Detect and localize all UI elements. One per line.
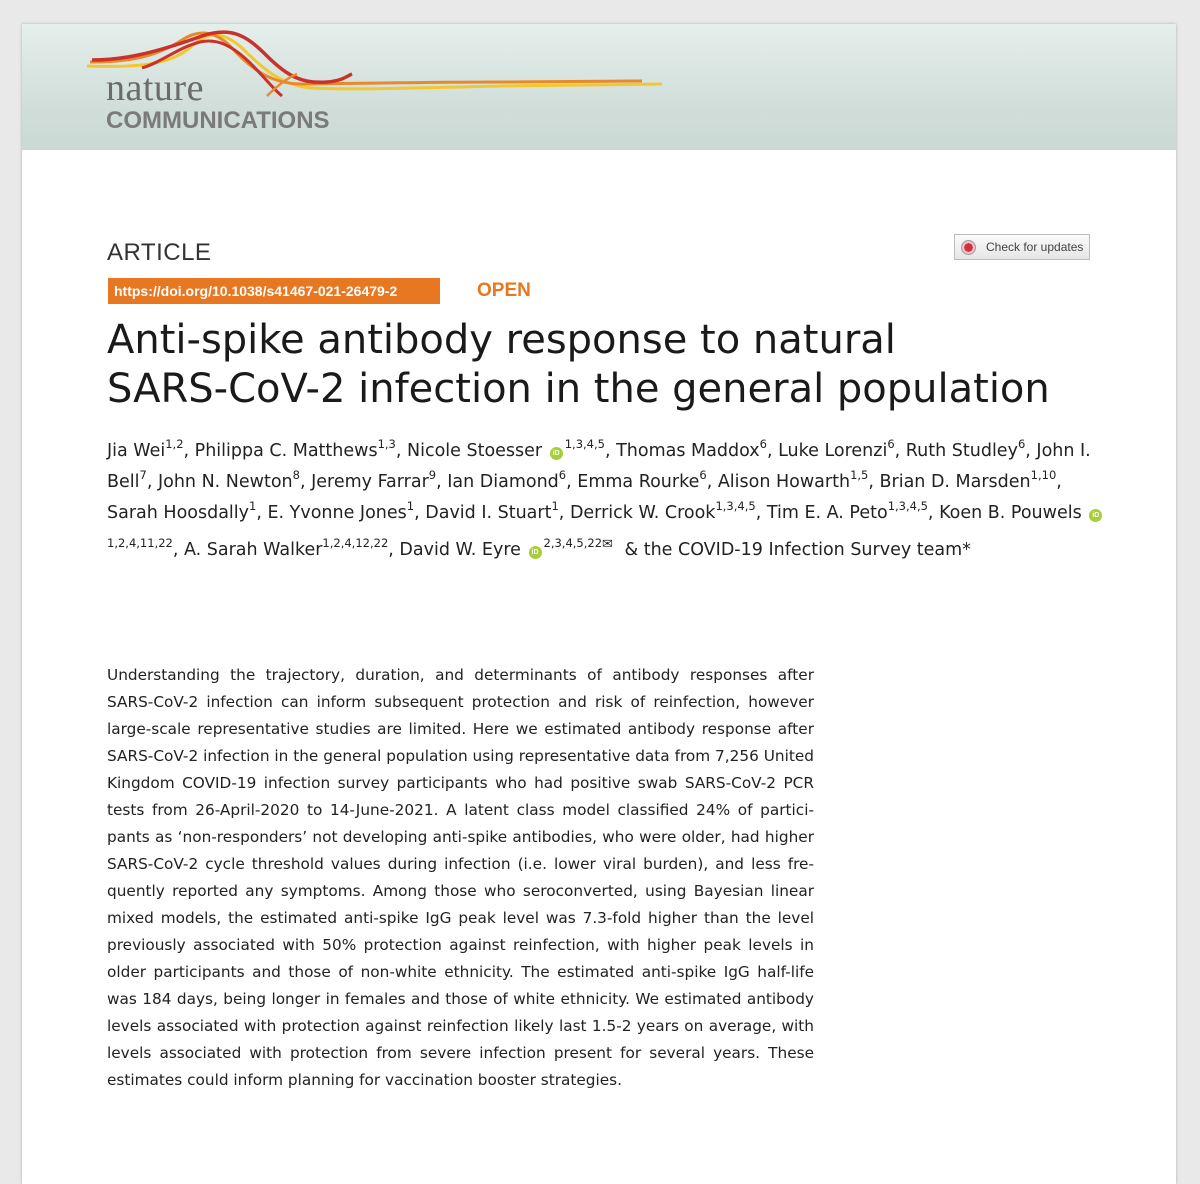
author-affiliation: 1,3,4,5 xyxy=(715,499,756,513)
article-type-label: ARTICLE xyxy=(107,239,212,266)
author-affiliation: 6 xyxy=(699,468,707,482)
author-name[interactable]: David I. Stuart xyxy=(425,503,552,523)
article-title xyxy=(107,316,1107,414)
article-title-line2: SARS-CoV-2 infection in the general population xyxy=(107,366,1050,412)
author-name[interactable]: Derrick W. Crook xyxy=(569,503,716,523)
author-affiliation: 1,2,4,11,22 xyxy=(107,536,173,550)
author-name[interactable]: Brian D. Marsden xyxy=(879,472,1031,492)
author-name[interactable]: Tim E. A. Peto xyxy=(766,503,888,523)
author-name[interactable]: Emma Rourke xyxy=(577,472,700,492)
author-name[interactable]: Sarah Hoosdally xyxy=(107,503,250,523)
author-affiliation: 6 xyxy=(558,468,567,482)
author-team[interactable]: the COVID-19 Infection Survey team* xyxy=(643,540,971,560)
author-affiliation: 1,10 xyxy=(1030,468,1057,482)
article-page xyxy=(22,24,1176,1184)
author-affiliation: 1 xyxy=(406,499,415,513)
check-for-updates-label: Check for updates xyxy=(986,240,1084,254)
author-name[interactable]: Luke Lorenzi xyxy=(778,441,888,461)
author-name[interactable]: Ian Diamond xyxy=(447,472,559,492)
author-affiliation: 1,3,4,5 xyxy=(564,437,605,451)
author-affiliation: 1,5 xyxy=(850,468,869,482)
author-name[interactable]: Koen B. Pouwels xyxy=(939,503,1082,523)
journal-name-communications: COMMUNICATIONS xyxy=(106,107,330,134)
abstract: Understanding the trajectory, duration, and determinants of antibody responses after SARS-CoV-2 infection can inform subsequent protection and risk of reinfection, however large-scale representative studies are limited. Here we estimated antibody response after SARS-CoV-2 infection in the general population using representative data from 7,256 United Kingdom COVID-19 infection survey participants who had positive swab SARS-CoV-2 PCR tests from 26-April-2020 to 14-June-2021. A latent class model classified 24% of participants as ‘non-responders’ not developing anti-spike antibodies, who were older, had higher SARS-CoV-2 cycle threshold values during infection (i.e. lower viral burden), and less frequently reported any symptoms. Among those who seroconverted, using Bayesian linear mixed models, the estimated anti-spike IgG peak level was 7.3-fold higher than the level previously associated with 50% protection against reinfection, with higher peak levels in older participants and those of non-white ethnicity. The estimated anti-spike IgG half-life was 184 days, being longer in females and those of white ethnicity. We estimated antibody levels associated with protection against reinfection likely last 1.5-2 years on average, with levels associated with protection from severe infection present for several years. These estimates could inform planning for vaccination booster strategies. xyxy=(107,666,814,1089)
author-list: Jia Wei$^{1,2}$, Philippa C. Matthews$^{1,3}$, Nicole Stoesser iD$^{1,3,4,5}$, Thomas Maddox$^6$, Luke Lorenzi$^6$, Ruth Studley$^6$, John I. Bell$^7$, John N. Newton$^8$, Jeremy Farrar$^9$, Ian Diamond$^6$, Emma Rourke$^6$, Alison Howarth$^{1,5}$, Brian D. Marsden$^{1,10}$, Sarah Hoosdally$^1$, E. Yvonne Jones$^1$, David I. Stuart$^1$, Derrick W. Crook$^{1,3,4,5}$, Tim E. A. Peto$^{1,3,4,5}$, Koen B. Pouwels iD$^{1,2,4,11,22}$, A. Sarah Walker$^{1,2,4,12,22}$, David W. Eyre $iD^{2,3,4,5,22✉}$ & the COVID-19 Infection Survey team* xyxy=(107,436,1107,566)
email-icon[interactable]: ✉ xyxy=(602,537,613,552)
author-name[interactable]: John I. Bell xyxy=(107,441,1091,492)
author-name[interactable]: Jeremy Farrar xyxy=(311,472,429,492)
author-affiliation: 2,3,4,5,22 xyxy=(543,536,603,550)
author-name[interactable]: Ruth Studley xyxy=(905,441,1018,461)
author-name[interactable]: Jia Wei xyxy=(107,441,166,461)
author-affiliation: 8 xyxy=(292,468,300,482)
author-affiliation: 9 xyxy=(428,468,437,482)
author-affiliation: 1,3,4,5 xyxy=(887,499,928,513)
orcid-icon[interactable]: iD xyxy=(550,447,563,460)
article-title-line1: Anti-spike antibody response to natural xyxy=(107,317,896,363)
open-access-label: OPEN xyxy=(477,280,531,301)
check-for-updates-button[interactable] xyxy=(954,234,1090,260)
author-name[interactable]: Nicole Stoesser xyxy=(407,441,543,461)
author-affiliation: 1 xyxy=(249,499,257,513)
orcid-icon[interactable]: iD xyxy=(1089,509,1102,522)
journal-name-nature: nature xyxy=(106,67,204,109)
author-name[interactable]: David W. Eyre xyxy=(399,540,521,560)
author-affiliation: 7 xyxy=(139,468,147,482)
author-affiliation: 1 xyxy=(551,499,559,513)
author-affiliation: 6 xyxy=(1017,437,1026,451)
author-affiliation: 1,2,4,12,22 xyxy=(322,536,389,550)
author-affiliation: 1,2 xyxy=(165,437,184,451)
author-name[interactable]: Thomas Maddox xyxy=(616,441,760,461)
author-name[interactable]: E. Yvonne Jones xyxy=(267,503,407,523)
orcid-icon[interactable]: iD xyxy=(529,546,542,559)
author-affiliation: 6 xyxy=(759,437,767,451)
author-name[interactable]: Philippa C. Matthews xyxy=(194,441,378,461)
author-name[interactable]: Alison Howarth xyxy=(717,472,851,492)
doi-link[interactable]: https://doi.org/10.1038/s41467-021-26479-2 xyxy=(108,278,440,304)
author-name[interactable]: A. Sarah Walker xyxy=(183,540,323,560)
author-name[interactable]: John N. Newton xyxy=(157,472,293,492)
author-affiliation: 6 xyxy=(887,437,895,451)
journal-banner xyxy=(22,24,1176,150)
crossmark-icon xyxy=(961,240,976,255)
author-affiliation: 1,3 xyxy=(377,437,396,451)
